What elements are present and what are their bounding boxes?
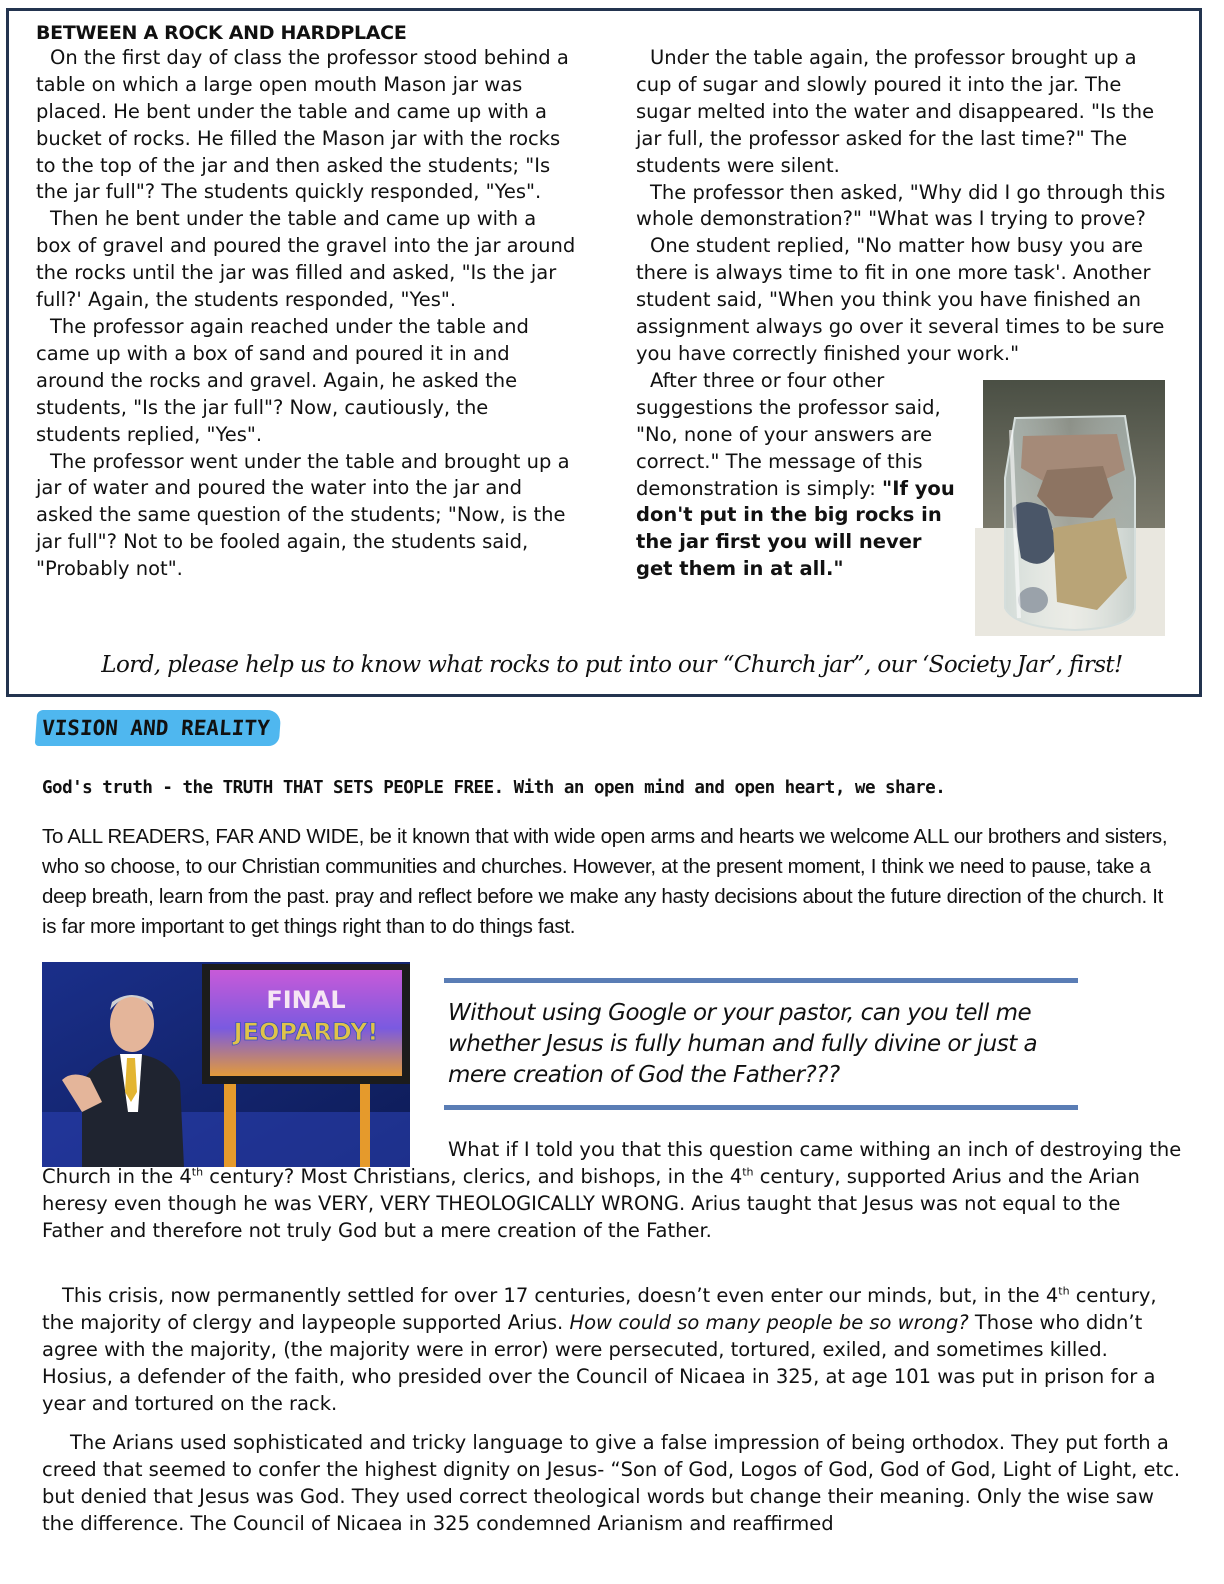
article-paragraph: One student replied, "No matter how busy you are there is always time to fit in one more task'. Another student said, "When you think you have finished an assignment always go over it several times to be sure you have correctly finished your work." (636, 234, 1165, 365)
quote-rule-top (444, 978, 1078, 983)
quote-rule-bottom (444, 1105, 1078, 1110)
tv-screen-line2: JEOPARDY! (233, 1018, 379, 1046)
body-paragraph-2 (42, 1282, 1182, 1417)
p1-part-a: What if I told you that this question came withing an inch of destroying the Church in the 4 (42, 1138, 1182, 1188)
article-left-column (36, 20, 576, 583)
article-conclusion (636, 368, 961, 583)
tv-screen-line1: FINAL (266, 986, 346, 1014)
article-paragraph: On the first day of class the professor stood behind a table on which a large open mouth Mason jar was placed. He bent under the table and came up with a bucket of rocks. He filled the Mason jar with the rocks to the top of the jar and then asked the students; "Is the jar full"? The students quickly responded, "Yes". (36, 45, 569, 204)
p2-part-a: This crisis, now permanently settled for over 17 centuries, doesn’t even enter our minds, but, in the 4 (62, 1284, 1059, 1307)
conclusion-text: After three or four other suggestions the professor said, "No, none of your answers are correct." The message of this demonstration is simply: (636, 368, 941, 500)
prayer-line: Lord, please help us to know what rocks to put into our “Church jar”, our ‘Society Jar’, first! (101, 652, 1123, 678)
section-heading: VISION AND REALITY (35, 710, 281, 746)
p1-superscript: th (191, 1165, 204, 1179)
pull-quote: Without using Google or your pastor, can you tell me whether Jesus is fully human and fully divine or just a mere creation of God the Father??? (448, 1000, 1038, 1088)
body-paragraph-1 (42, 1136, 1182, 1244)
body-paragraph-3: The Arians used sophisticated and tricky language to give a false impression of being orthodox. They put forth a creed that seemed to confer the highest dignity on Jesus- “Son of God, Logos of God, God of God, Light of Light, etc. but denied that Jesus was God. They used correct theological words but change their meaning. Only the wise saw the difference. The Council of Nicaea in 325 condemned Arianism and reaffirmed (42, 1431, 1181, 1535)
p2-superscript: th (1058, 1284, 1070, 1298)
article-paragraph: Then he bent under the table and came up with a box of gravel and poured the gravel into the jar around the rocks until the jar was filled and asked, "Is the jar full?' Again, the students responded, "Yes". (36, 207, 576, 312)
intro-paragraph: To ALL READERS, FAR AND WIDE, be it known that with wide open arms and hearts we welcome ALL our brothers and sisters, who so choose, to our Christian communities and churches. However, at the present moment, I think we need to pause, take a deep breath, learn from the past. pray and reflect before we make any hasty decisions about the future direction of the church. It is far more important to get things right than to do things fast. (42, 825, 1168, 938)
article-paragraph: The professor again reached under the table and came up with a box of sand and poured it in and around the rocks and gravel. Again, he asked the students, "Is the jar full"? Now, cautiously, the students replied, "Yes". (36, 314, 529, 446)
p1-part-b: century? Most Christians, clerics, and bishops, in the 4 (203, 1165, 743, 1188)
p2-italic: How could so many people be so wrong? (569, 1311, 969, 1334)
p1-part-c: century, supported Arius and the Arian heresy even though he was VERY, VERY THEOLOGICALLY WRONG. Arius taught that Jesus was not equal to the Father and therefore not truly God but a mere creation of the Father. (42, 1165, 1140, 1242)
p1-superscript: th (742, 1165, 754, 1179)
article-paragraph: Under the table again, the professor brought up a cup of sugar and slowly poured it into the jar. The sugar melted into the water and disappeared. "Is the jar full, the professor asked for the last time?" The students were silent. (636, 46, 1155, 177)
p2-part-c: Those who didn’t agree with the majority, (the majority were in error) were persecuted, tortured, exiled, and sometimes killed. Hosius, a defender of the faith, who presided over the Council of Nicaea in 325, at age 101 was put in prison for a year and tortured on the rack. (42, 1311, 1156, 1415)
jar-photo (975, 378, 1165, 636)
p2-part-b: century, the majority of clergy and laypeople supported Arius. (42, 1284, 1157, 1334)
article-paragraph: The professor went under the table and brought up a jar of water and poured the water into the jar and asked the same question of the students; "Now, is the jar full"? Not to be fooled again, the students said, "Probably not". (36, 449, 570, 581)
article-paragraph: The professor then asked, "Why did I go through this whole demonstration?" "What was I trying to prove? (636, 180, 1166, 231)
section-heading-wrap (36, 710, 280, 746)
article-title: BETWEEN A ROCK AND HARDPLACE (36, 22, 407, 44)
conclusion-emphasis: "If you don't put in the big rocks in the jar first you will never get them in at all." (636, 476, 955, 581)
section-subheading: God's truth - the TRUTH THAT SETS PEOPLE FREE. With an open mind and open heart, we share. (42, 778, 946, 798)
